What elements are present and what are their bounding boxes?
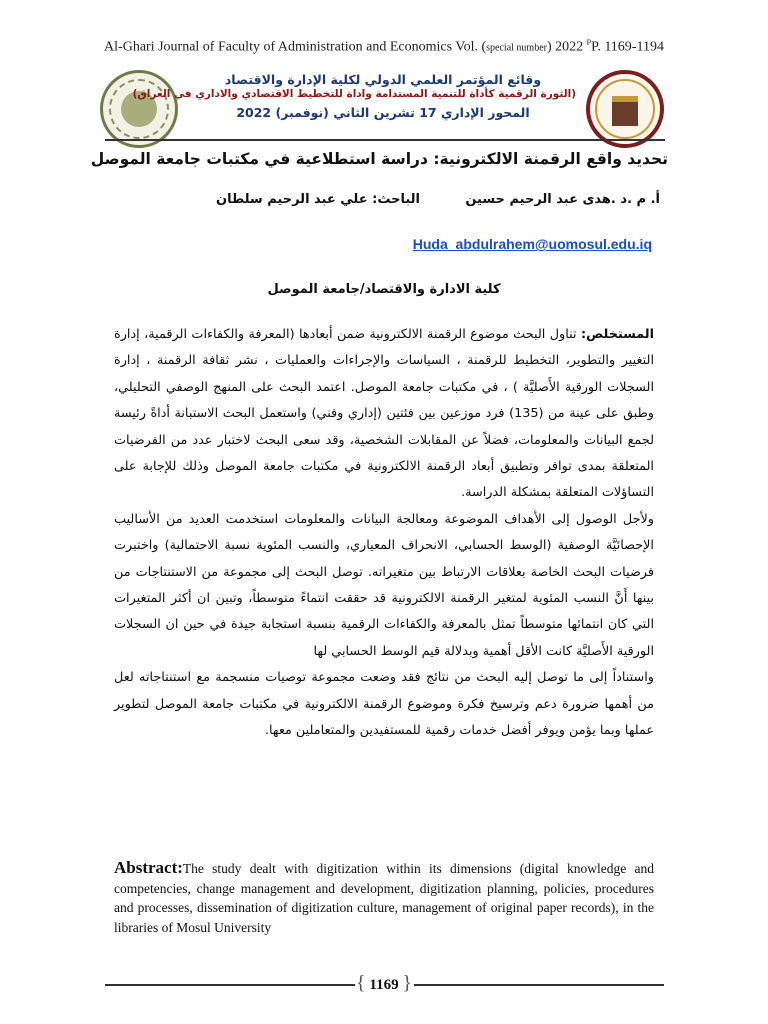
journal-pages: P. 1169-1194 [591,39,664,55]
conference-theme: (الثورة الرقمية كأداة للتنمية المستدامة واداة للتخطيط الاقتصادي والاداري في العراق) [132,87,576,100]
brace-left: { [356,972,366,994]
author-email-link[interactable]: Huda_abdulrahem@uomosul.edu.iq [412,236,652,252]
journal-name: Al-Ghari Journal of Faculty of Administration and Economics Vol. ( [104,39,487,55]
abstract-p1-text: تناول البحث موضوع الرقمنة الالكترونية ضمن أبعادها (المعرفة والكفاءات الرقمية، إدارة التغيير والتطوير، التخطيط للرقمنة ، السياسات والإجراءات والعمليات ، نشر ثقافة الرقمنة ، إدارة السجلات الورقية الأَصليَّة ) ، في مكتبات جامعة الموصل. اعتمد البحث على المنهج الوصفي التحليلي، وطبق على عينة من (135) فرد موزعين بين فئتين (إداري وفني) واستعمل البحث الاستبانة أداةً رئيسة لجمع البيانات والمعلومات، فضلاً عن المقابلات الشخصية، وقد سعى البحث لاختبار عدد من الفرضيات المتعلقة بمدى توافر وتطبيق أبعاد الرقمنة الالكترونية في مكتبات جامعة الموصل وذلك للإجابة على التساؤلات المتعلقة بمشكلة الدراسة. [114,327,654,501]
abstract-paragraph-2: ولأجل الوصول إلى الأهداف الموضوعة ومعالجة البيانات والمعلومات استخدمت العديد من الأساليب الإحصائيَّة الوصفية (الوسط الحسابي، الانحراف المعياري، والنسب المئوية نسبة الاحتمالية) واختبرت فرضيات البحث الخاصة بعلاقات الارتباط بين متغيراته. توصل البحث إلى مجموعة من الاستنتاجات من بينها أَنَّ النسب المئوية لمتغير الرقمنة الالكترونية قد حققت انتماءً متوسطاً، وتبين ان أكثر المتغيرات التي كان انتمائها متوسطاً تمثل بالمعرفة والكفاءات الرقمية بنسبة استجابة جيدة في حين ان السجلات الورقية الأَصليَّة كانت الأقل أهمية وبدلالة قيم الوسط الحسابي لها [114,511,654,659]
abstract-en-text: The study dealt with digitization within its dimensions (digital knowledge and competencies, change management and development, digitization planning, policies, procedures and processes, dissemination of digitization culture, management of original paper records), in the libraries of Mosul University [114,861,654,935]
journal-header [0,38,768,56]
page-sup: P [586,38,592,47]
special-number-label: special number [486,42,547,54]
brace-right: } [402,972,412,994]
author-researcher: الباحث: علي عبد الرحيم سلطان [215,192,420,207]
journal-year: ) 2022 [546,39,587,55]
paper-title: تحديد واقع الرقمنة الالكترونية: دراسة استطلاعية في مكتبات جامعة الموصل [90,150,668,168]
abstract-en-label: Abstract: [114,858,183,877]
university-seal-icon [100,70,178,148]
conference-date: المحور الإداري 17 تشرين الثاني (نوفمبر) 2022 [236,104,530,120]
conference-banner [132,72,576,120]
page-number [355,972,413,995]
header-divider [105,139,665,141]
conference-title: وقائع المؤتمر العلمي الدولي لكلية الإدارة والاقتصاد [224,72,542,87]
abstract-paragraph-1 [114,322,654,507]
page-number-value: 1169 [369,977,399,993]
college-emblem-icon [586,70,664,148]
footer-divider-right [414,984,664,986]
footer-divider-left [105,984,355,986]
affiliation: كلية الادارة والاقتصاد/جامعة الموصل [267,282,501,297]
arabic-abstract [114,322,654,745]
author-primary: أ. م .د .هدى عبد الرحيم حسين [465,192,660,207]
english-abstract [114,858,654,937]
abstract-paragraph-3: واستناداً إلى ما توصل إليه البحث من نتائج فقد وضعت مجموعة توصيات منسجمة مع استنتاجاته لعل من أهمها ضرورة دعم وترسيخ فكرة وموضوع الرقمنة الالكترونية في مكتبات جامعة الموصل لتطوير عملها وبما يؤمن ويوفر أفضل خدمات رقمية للمستفيدين والمتعاملين معها. [114,670,654,739]
abstract-lead: المستخلص: [580,327,654,342]
